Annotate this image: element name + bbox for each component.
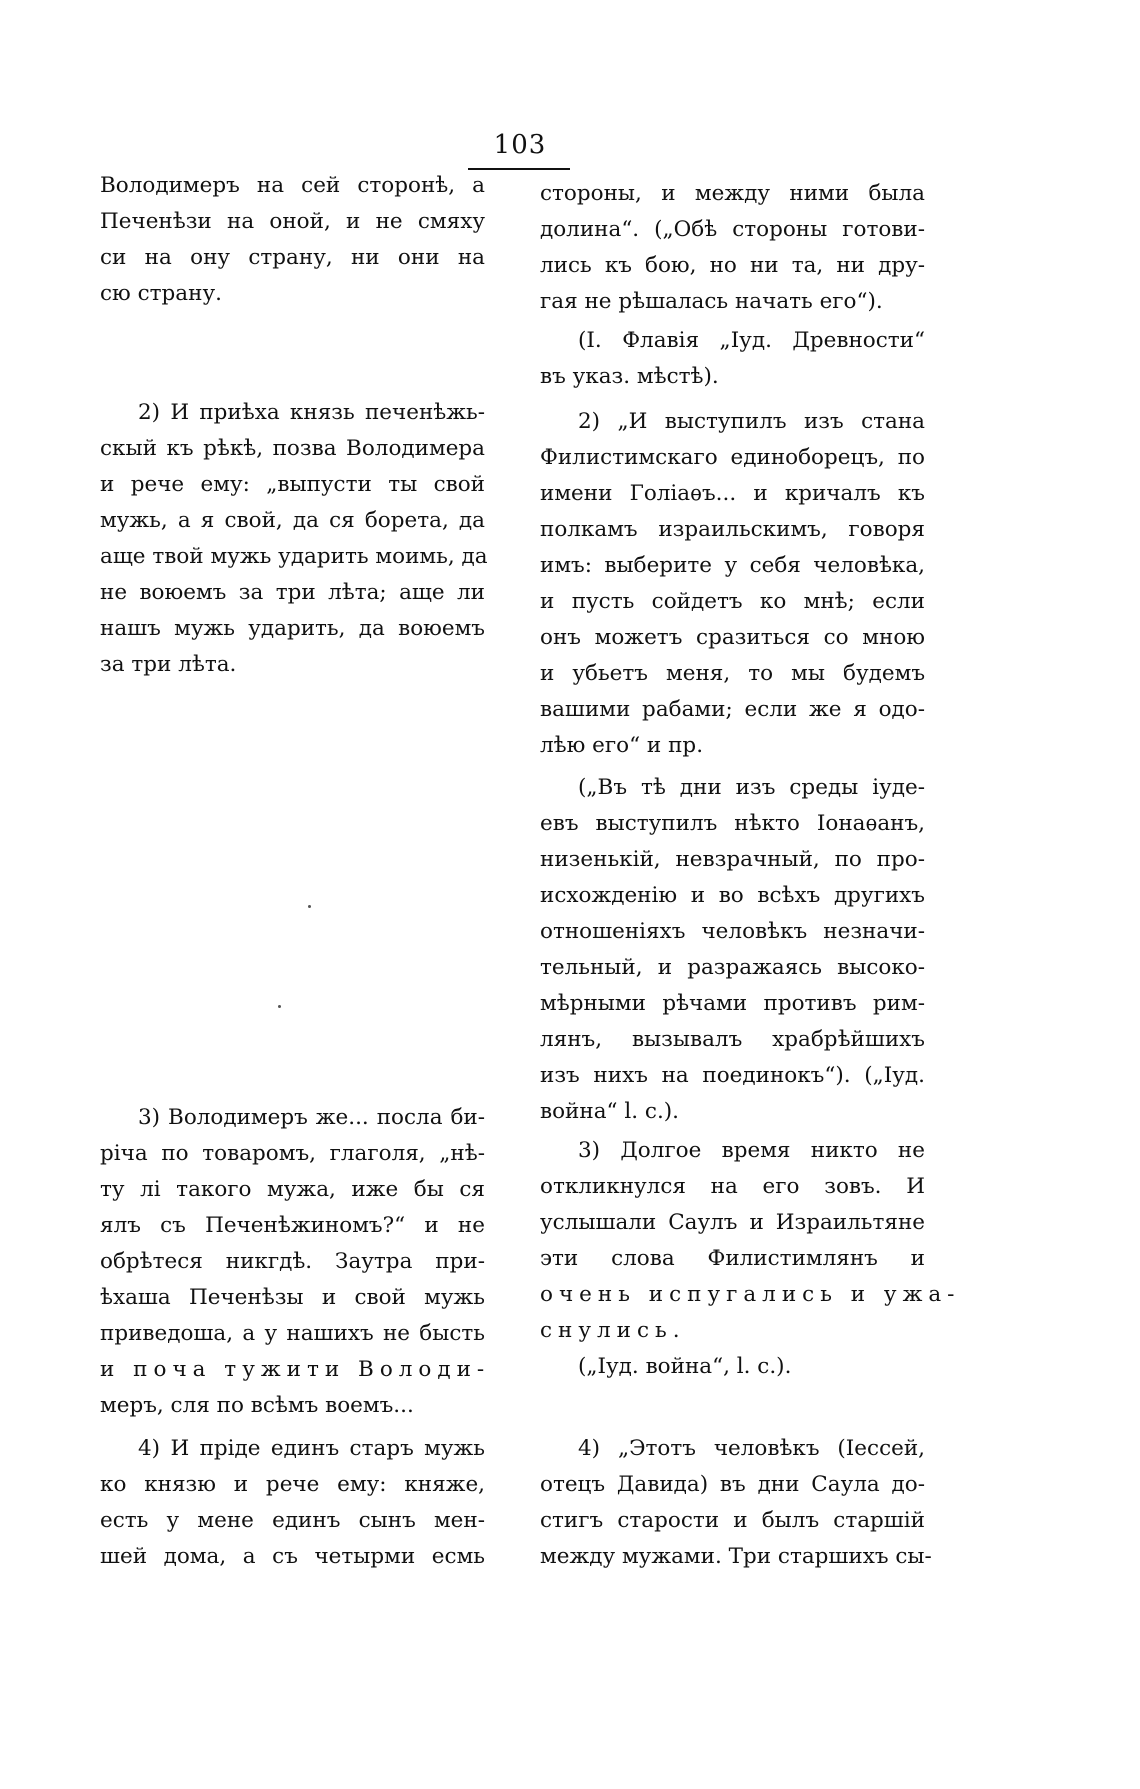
- left-text-line: за три лѣта.: [100, 652, 237, 677]
- left-text-line: 2) И приѣха князь печенѣжь-: [138, 400, 485, 425]
- right-text-line: 2) „И выступилъ изъ стана: [578, 409, 925, 434]
- right-text-line: война“ l. с.).: [540, 1099, 679, 1124]
- right-text-line: услышали Саулъ и Израильтяне: [540, 1210, 925, 1235]
- right-text-line: 3) Долгое время никто не: [578, 1138, 925, 1163]
- left-text-line: 3) Володимеръ же... посла би-: [138, 1105, 485, 1130]
- left-text-line: есть у мене единъ сынъ мен-: [100, 1508, 485, 1533]
- right-text-line: имъ: выберите у себя человѣка,: [540, 553, 925, 578]
- right-text-line: стороны, и между ними была: [540, 181, 925, 206]
- right-text-line: въ указ. мѣстѣ).: [540, 364, 719, 389]
- right-text-line: лись къ бою, но ни та, ни дру-: [540, 253, 925, 278]
- left-text-line: меръ, сля по всѣмъ воемъ...: [100, 1393, 414, 1418]
- right-text-line: мѣрными рѣчами противъ рим-: [540, 991, 925, 1016]
- right-text-line: исхожденію и во всѣхъ другихъ: [540, 883, 925, 908]
- right-text-line: („Іуд. война“, l. с.).: [578, 1354, 792, 1379]
- left-text-line: ялъ съ Печенѣжиномъ?“ и не: [100, 1213, 485, 1238]
- left-text-line: 4) И пріде единъ старъ мужь: [138, 1436, 485, 1461]
- left-text-line: річа по товаромъ, глаголя, „нѣ-: [100, 1141, 485, 1166]
- left-text-line: и рече ему: „выпусти ты свой: [100, 472, 485, 497]
- left-text-line: обрѣтеся никгдѣ. Заутра при-: [100, 1249, 485, 1274]
- page-number-rule: [468, 168, 570, 170]
- left-text-line: скый къ рѣкѣ, позва Володимера: [100, 436, 485, 461]
- right-text-line: евъ выступилъ нѣкто Іонаѳанъ,: [540, 811, 925, 836]
- right-text-line: снулись.: [540, 1318, 686, 1343]
- right-text-line: гая не рѣшалась начать его“).: [540, 289, 883, 314]
- right-text-line: („Въ тѣ дни изъ среды іуде-: [578, 775, 925, 800]
- left-text-line: сю страну.: [100, 281, 222, 306]
- right-text-line: (I. Флавія „Іуд. Древности“: [578, 328, 925, 353]
- right-text-line: стигъ старости и былъ старшій: [540, 1508, 925, 1533]
- right-text-line: онъ можетъ сразиться со мною: [540, 625, 925, 650]
- right-text-line: имени Голіаѳъ... и кричалъ къ: [540, 481, 925, 506]
- left-text-line: мужь, а я свой, да ся борета, да: [100, 508, 485, 533]
- left-text-line: аще твой мужь ударить моимь, да: [100, 544, 488, 569]
- right-text-line: низенькій, невзрачный, по про-: [540, 847, 925, 872]
- left-text-line: си на ону страну, ни они на: [100, 245, 485, 270]
- right-text-line: и пусть сойдетъ ко мнѣ; если: [540, 589, 925, 614]
- left-text-line: Володимеръ на сей сторонѣ, а: [100, 173, 485, 198]
- right-text-line: лѣю его“ и пр.: [540, 733, 704, 758]
- left-text-line: не воюемъ за три лѣта; аще ли: [100, 580, 485, 605]
- left-text-line: ѣхаша Печенѣзы и свой мужь: [100, 1285, 485, 1310]
- right-text-line: эти слова Филистимлянъ и: [540, 1246, 925, 1271]
- left-text-line: шей дома, а съ четырми есмь: [100, 1544, 485, 1569]
- print-speck: [308, 905, 311, 908]
- right-text-line: откликнулся на его зовъ. И: [540, 1174, 925, 1199]
- left-text-line: приведоша, а у нашихъ не бысть: [100, 1321, 485, 1346]
- right-text-line: 4) „Этотъ человѣкъ (Іессей,: [578, 1436, 925, 1461]
- right-text-line: вашими рабами; если же я одо-: [540, 697, 925, 722]
- right-text-line: очень испугались и ужа-: [540, 1282, 961, 1307]
- left-text-line: ко князю и рече ему: княже,: [100, 1472, 485, 1497]
- right-text-line: отецъ Давида) въ дни Саула до-: [540, 1472, 925, 1497]
- right-text-line: полкамъ израильскимъ, говоря: [540, 517, 925, 542]
- right-text-line: тельный, и разражаясь высоко-: [540, 955, 925, 980]
- left-text-line: нашъ мужь ударить, да воюемъ: [100, 616, 485, 641]
- print-speck: [278, 1005, 281, 1008]
- right-text-line: лянъ, вызывалъ храбрѣйшихъ: [540, 1027, 925, 1052]
- right-text-line: отношеніяхъ человѣкъ незначи-: [540, 919, 925, 944]
- right-text-line: изъ нихъ на поединокъ“). („Іуд.: [540, 1063, 925, 1088]
- right-text-line: и убьетъ меня, то мы будемъ: [540, 661, 925, 686]
- page-number: 103: [493, 130, 547, 160]
- left-text-line: и поча тужити Володи-: [100, 1357, 491, 1382]
- right-text-line: Филистимскаго единоборецъ, по: [540, 445, 925, 470]
- right-text-line: между мужами. Три старшихъ сы-: [540, 1544, 932, 1569]
- left-text-line: Печенѣзи на оной, и не смяху: [100, 209, 485, 234]
- right-text-line: долина“. („Обѣ стороны готови-: [540, 217, 925, 242]
- left-text-line: ту лі такого мужа, иже бы ся: [100, 1177, 485, 1202]
